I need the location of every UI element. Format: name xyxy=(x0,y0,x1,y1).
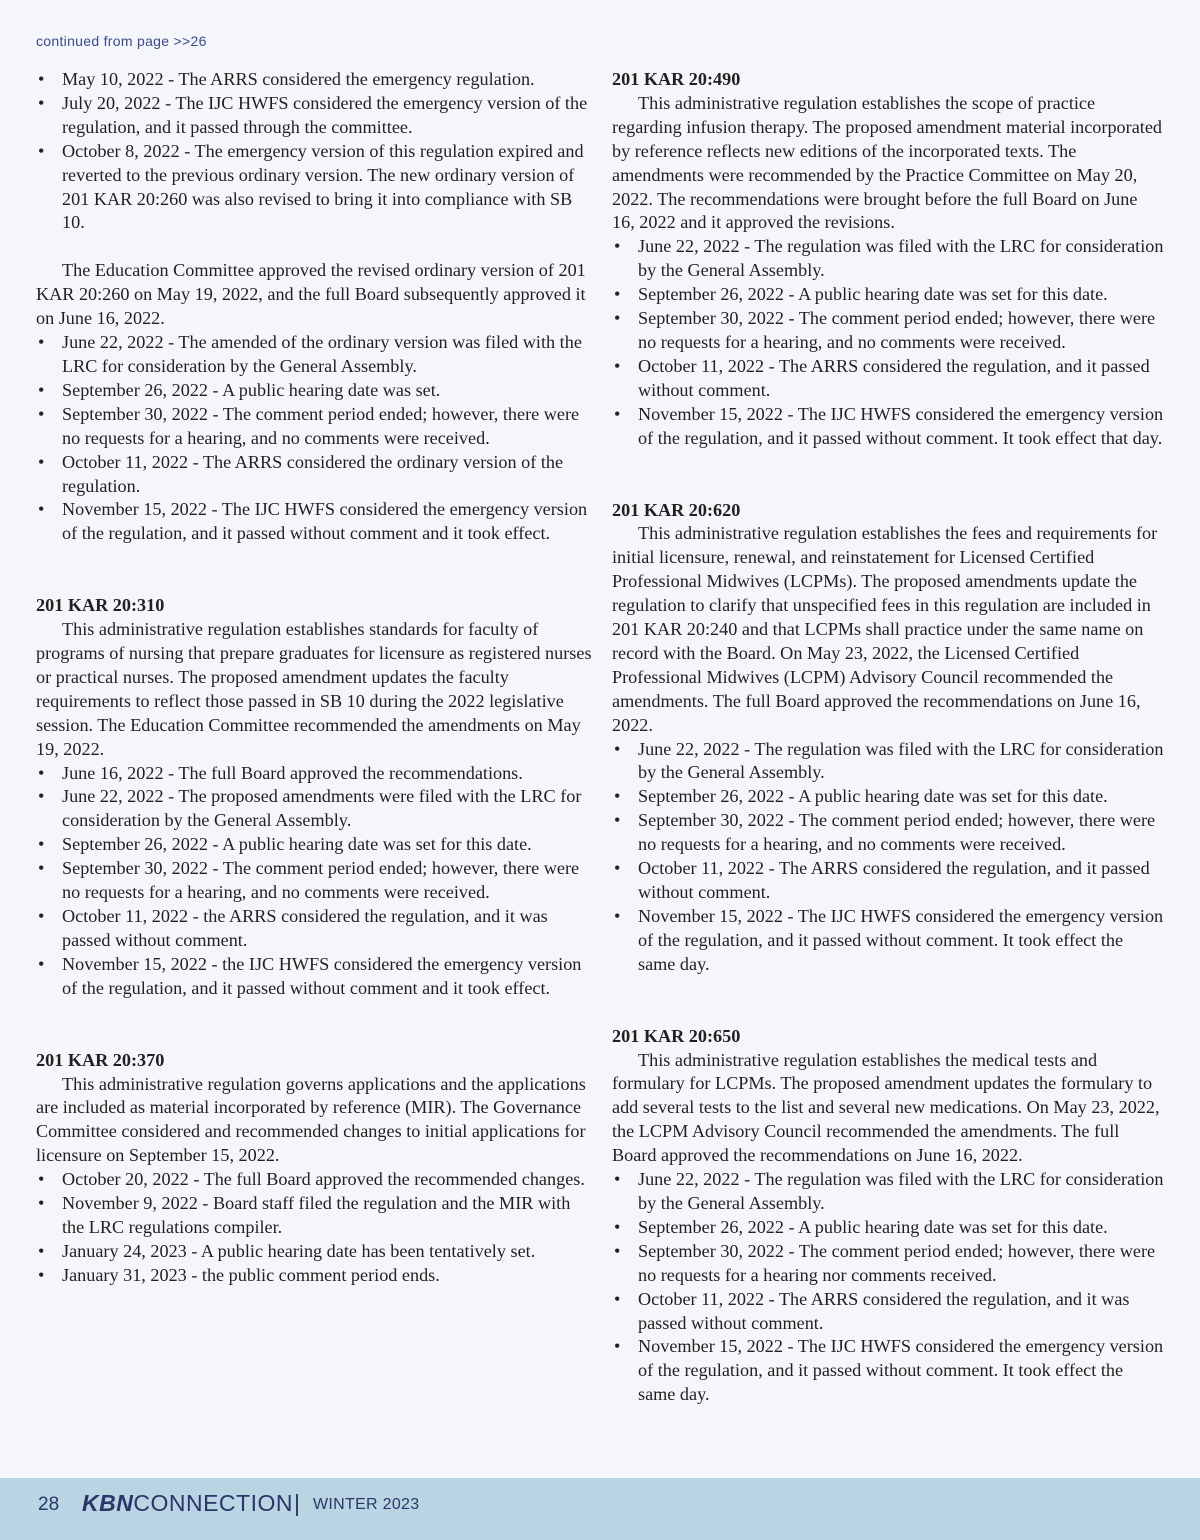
section-bullet-list xyxy=(612,738,1164,977)
section-bullet-list xyxy=(36,762,592,1001)
list-item: • May 10, 2022 - The ARRS considered the emergency regulation. xyxy=(36,68,592,92)
section-20-310 xyxy=(36,594,592,1000)
right-column xyxy=(612,68,1164,1407)
list-item: • September 30, 2022 - The comment period ended; however, there were no requests for a hearing nor comments received. xyxy=(612,1240,1164,1288)
list-item: • September 26, 2022 - A public hearing date was set. xyxy=(36,379,592,403)
section-body: This administrative regulation establishes the medical tests and formulary for LCPMs. The proposed amendment updates the formulary to add several tests to the list and several new medications. On May 23, 2022, the LCPM Advisory Council recommended the amendments. The full Board approved the recommendations on June 16, 2022. xyxy=(612,1049,1160,1166)
list-item: • June 22, 2022 - The amended of the ordinary version was filed with the LRC for consideration by the General Assembly. xyxy=(36,331,592,379)
list-item: • November 9, 2022 - Board staff filed the regulation and the MIR with the LRC regulations compiler. xyxy=(36,1192,592,1240)
section-20-650 xyxy=(612,1025,1164,1408)
list-item: • October 11, 2022 - the ARRS considered the regulation, and it was passed without comment. xyxy=(36,905,592,953)
list-item: • June 22, 2022 - The regulation was filed with the LRC for consideration by the General Assembly. xyxy=(612,1168,1164,1216)
left-column xyxy=(36,68,592,1288)
section-20-490 xyxy=(612,68,1164,451)
list-item: • September 26, 2022 - A public hearing date was set for this date. xyxy=(612,283,1164,307)
section-20-620 xyxy=(612,499,1164,977)
list-item: • November 15, 2022 - The IJC HWFS considered the emergency version of the regulation, and it passed without comment. It took effect the same day. xyxy=(612,905,1164,977)
list-item: • September 26, 2022 - A public hearing date was set for this date. xyxy=(612,785,1164,809)
list-item: • June 22, 2022 - The proposed amendments were filed with the LRC for consideration by the General Assembly. xyxy=(36,785,592,833)
list-item: • October 20, 2022 - The full Board approved the recommended changes. xyxy=(36,1168,592,1192)
section-title: 201 KAR 20:310 xyxy=(36,595,165,616)
section-body: This administrative regulation governs applications and the applications are included as material incorporated by reference (MIR). The Governance Committee considered and recommended changes to initial applications for licensure on September 15, 2022. xyxy=(36,1073,586,1166)
list-item: • September 26, 2022 - A public hearing date was set for this date. xyxy=(612,1216,1164,1240)
publication-logo xyxy=(82,1490,293,1517)
list-item: • September 30, 2022 - The comment period ended; however, there were no requests for a hearing, and no comments were received. xyxy=(612,809,1164,857)
page-number: 28 xyxy=(38,1494,60,1515)
list-item: • January 31, 2023 - the public comment period ends. xyxy=(36,1264,592,1288)
list-item: • September 30, 2022 - The comment period ended; however, there were no requests for a hearing, and no comments were received. xyxy=(612,307,1164,355)
section-bullet-list xyxy=(612,235,1164,450)
list-item: • November 15, 2022 - The IJC HWFS considered the emergency version of the regulation, and it passed without comment and it took effect. xyxy=(36,498,592,546)
page-footer xyxy=(0,1478,1200,1540)
list-item: • November 15, 2022 - The IJC HWFS considered the emergency version of the regulation, and it passed without comment. It took effect the same day. xyxy=(612,1335,1164,1407)
list-item: • June 22, 2022 - The regulation was filed with the LRC for consideration by the General Assembly. xyxy=(612,738,1164,786)
list-item: • September 30, 2022 - The comment period ended; however, there were no requests for a hearing, and no comments were received. xyxy=(36,857,592,905)
section-body: This administrative regulation establishes the fees and requirements for initial licensure, renewal, and reinstatement for Licensed Certified Professional Midwives (LCPMs). The proposed amendments update the regulation to clarify that unspecified fees in this regulation are included in 201 KAR 20:240 and that LCPMs shall practice under the same name on record with the Board. On May 23, 2022, the Licensed Certified Professional Midwives (LCPM) Advisory Council recommended the amendments. The full Board approved the recommendations on June 16, 2022. xyxy=(612,523,1158,735)
intro-bullet-list xyxy=(36,68,592,235)
logo-bold-text: KBN xyxy=(82,1490,134,1516)
issue-label: WINTER 2023 xyxy=(313,1496,420,1513)
education-paragraph: The Education Committee approved the revised ordinary version of 201 KAR 20:260 on May 19, 2022, and the full Board subsequently approved it on June 16, 2022. xyxy=(36,260,586,329)
education-bullet-list xyxy=(36,331,592,546)
list-item: • November 15, 2022 - The IJC HWFS considered the emergency version of the regulation, and it passed without comment. It took effect that day. xyxy=(612,403,1164,451)
section-bullet-list xyxy=(612,1168,1164,1407)
continued-note: continued from page >>26 xyxy=(36,33,207,49)
section-title: 201 KAR 20:650 xyxy=(612,1025,741,1046)
list-item: • January 24, 2023 - A public hearing date has been tentatively set. xyxy=(36,1240,592,1264)
list-item: • November 15, 2022 - the IJC HWFS considered the emergency version of the regulation, and it passed without comment and it took effect. xyxy=(36,953,592,1001)
section-title: 201 KAR 20:490 xyxy=(612,69,741,89)
section-body: This administrative regulation establishes standards for faculty of programs of nursing that prepare graduates for licensure as registered nurses or practical nurses. The proposed amendment updates the faculty requirements to reflect those passed in SB 10 during the 2022 legislative session. The Education Committee recommended the amendments on May 19, 2022. xyxy=(36,619,592,759)
logo-text: CONNECTION xyxy=(133,1490,293,1516)
list-item: • October 11, 2022 - The ARRS considered the ordinary version of the regulation. xyxy=(36,451,592,499)
section-body: This administrative regulation establishes the scope of practice regarding infusion therapy. The proposed amendment material incorporated by reference reflects new editions of the incorporated texts. The amendments were recommended by the Practice Committee on May 20, 2022. The recommendations were brought before the full Board on June 16, 2022 and it approved the revisions. xyxy=(612,92,1162,233)
list-item: • September 26, 2022 - A public hearing date was set for this date. xyxy=(36,833,592,857)
list-item: • October 11, 2022 - The ARRS considered the regulation, and it was passed without comment. xyxy=(612,1288,1164,1336)
list-item: • July 20, 2022 - The IJC HWFS considered the emergency version of the regulation, and it passed through the committee. xyxy=(36,92,592,140)
section-title: 201 KAR 20:370 xyxy=(36,1049,165,1070)
list-item: • September 30, 2022 - The comment period ended; however, there were no requests for a hearing, and no comments were received. xyxy=(36,403,592,451)
footer-separator: | xyxy=(294,1490,300,1516)
section-bullet-list xyxy=(36,1168,592,1288)
list-item: • October 11, 2022 - The ARRS considered the regulation, and it passed without comment. xyxy=(612,857,1164,905)
list-item: • October 8, 2022 - The emergency version of this regulation expired and reverted to the previous ordinary version. The new ordinary version of 201 KAR 20:260 was also revised to bring it into compliance with SB 10. xyxy=(36,140,592,236)
section-title: 201 KAR 20:620 xyxy=(612,499,741,520)
list-item: • June 22, 2022 - The regulation was filed with the LRC for consideration by the General Assembly. xyxy=(612,235,1164,283)
list-item: • June 16, 2022 - The full Board approved the recommendations. xyxy=(36,762,592,786)
list-item: • October 11, 2022 - The ARRS considered the regulation, and it passed without comment. xyxy=(612,355,1164,403)
section-20-370 xyxy=(36,1049,592,1288)
